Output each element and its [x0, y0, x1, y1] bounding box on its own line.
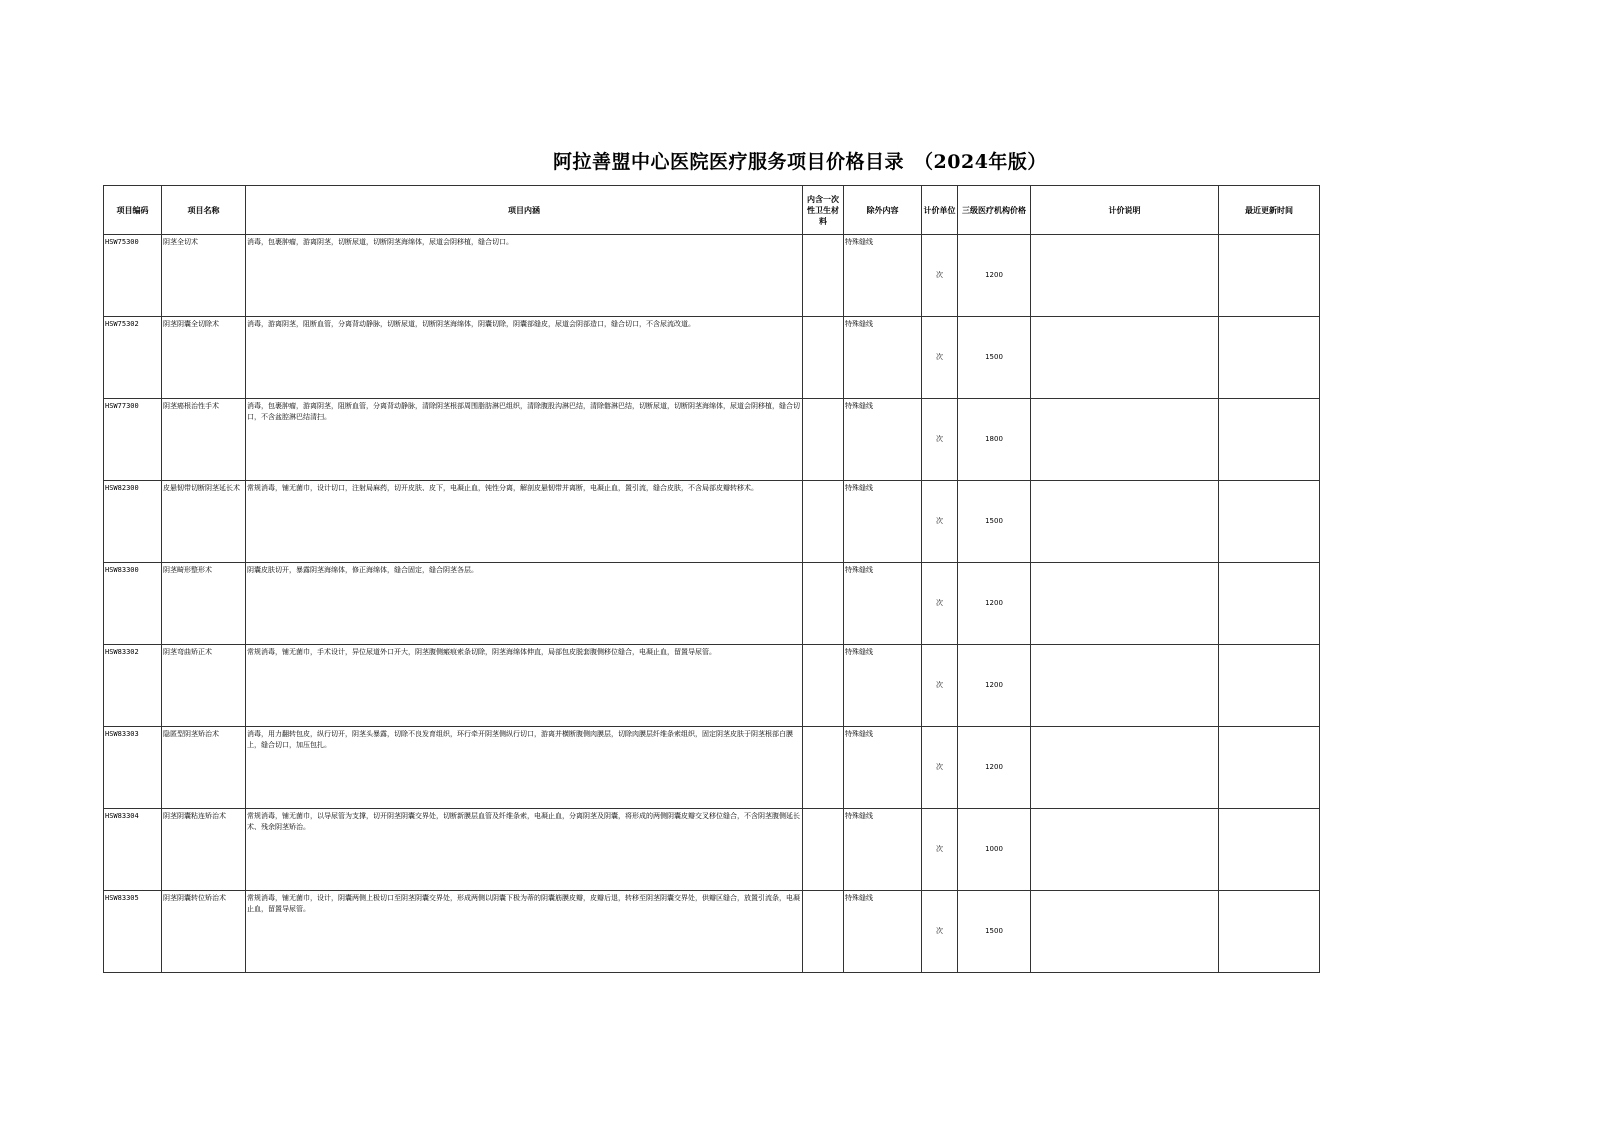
table-row — [104, 645, 1320, 727]
cell-name: 阴茎全切术 — [162, 235, 246, 317]
cell-consumables — [803, 399, 844, 481]
cell-name: 阴茎阴囊转位矫治术 — [162, 891, 246, 973]
cell-code: HSW83300 — [104, 563, 162, 645]
table-row — [104, 727, 1320, 809]
header-code: 项目编码 — [104, 186, 162, 235]
cell-notes — [1031, 727, 1219, 809]
cell-notes — [1031, 317, 1219, 399]
header-name: 项目名称 — [162, 186, 246, 235]
cell-content: 常规消毒，铺无菌巾，以导尿管为支撑，切开阴茎阴囊交界处，切断新膜层血管及纤维条索，电凝止血，分离阴茎及阴囊，将形成的两侧阴囊皮瓣交叉移位缝合，不含阴茎腹侧延长术、残余阴茎矫治。 — [246, 809, 803, 891]
cell-price: 1500 — [958, 317, 1031, 399]
cell-content: 阴囊皮肤切开，暴露阴茎海绵体，修正海绵体，缝合固定，缝合阴茎各层。 — [246, 563, 803, 645]
cell-content: 消毒，包裹肿瘤，游离阴茎，切断尿道，切断阴茎海绵体，尿道会阴移植，缝合切口。 — [246, 235, 803, 317]
cell-name: 皮悬韧带切断阴茎延长术 — [162, 481, 246, 563]
cell-price: 1500 — [958, 481, 1031, 563]
cell-code: HSW75300 — [104, 235, 162, 317]
cell-exclusions: 特殊缝线 — [844, 891, 922, 973]
header-notes: 计价说明 — [1031, 186, 1219, 235]
cell-content: 消毒，游离阴茎，阻断血管，分离背动静脉，切断尿道，切断阴茎海绵体，阴囊切除，阴囊部缝皮，尿道会阴部造口，缝合切口，不含尿流改道。 — [246, 317, 803, 399]
cell-name: 阴茎阴囊全切除术 — [162, 317, 246, 399]
cell-unit: 次 — [922, 727, 958, 809]
cell-unit: 次 — [922, 399, 958, 481]
cell-updated — [1219, 891, 1320, 973]
cell-notes — [1031, 481, 1219, 563]
header-unit: 计价单位 — [922, 186, 958, 235]
cell-updated — [1219, 481, 1320, 563]
cell-price: 1200 — [958, 645, 1031, 727]
cell-updated — [1219, 727, 1320, 809]
price-table — [103, 185, 1320, 973]
cell-updated — [1219, 645, 1320, 727]
cell-content: 消毒，包裹肿瘤，游离阴茎，阻断血管，分离背动静脉，清除阴茎根部周围脂肪淋巴组织，清除腹股沟淋巴结，清除髂淋巴结，切断尿道，切断阴茎海绵体，尿道会阴移植，缝合切口，不含盆腔淋巴结清扫。 — [246, 399, 803, 481]
cell-consumables — [803, 235, 844, 317]
header-price: 三级医疗机构价格 — [958, 186, 1031, 235]
cell-content: 消毒，用力翻转包皮，纵行切开，阴茎头暴露，切除不良发育组织，环行牵开阴茎侧纵行切口，游离并横断腹侧肉膜层，切除肉膜层纤维条索组织，固定阴茎皮肤于阴茎根部白膜上，缝合切口，加压包扎。 — [246, 727, 803, 809]
cell-consumables — [803, 809, 844, 891]
cell-code: HSW83304 — [104, 809, 162, 891]
cell-name: 阴茎阴囊粘连矫治术 — [162, 809, 246, 891]
cell-exclusions: 特殊缝线 — [844, 399, 922, 481]
header-consumables: 内含一次性卫生材料 — [803, 186, 844, 235]
cell-exclusions: 特殊缝线 — [844, 235, 922, 317]
cell-notes — [1031, 563, 1219, 645]
cell-exclusions: 特殊缝线 — [844, 481, 922, 563]
table-row — [104, 809, 1320, 891]
cell-price: 1200 — [958, 563, 1031, 645]
cell-unit: 次 — [922, 891, 958, 973]
table-row — [104, 235, 1320, 317]
cell-notes — [1031, 235, 1219, 317]
cell-consumables — [803, 317, 844, 399]
cell-unit: 次 — [922, 563, 958, 645]
header-updated: 最近更新时间 — [1219, 186, 1320, 235]
table-row — [104, 317, 1320, 399]
cell-exclusions: 特殊缝线 — [844, 317, 922, 399]
table-row — [104, 399, 1320, 481]
table-row — [104, 481, 1320, 563]
cell-updated — [1219, 809, 1320, 891]
cell-code: HSW83303 — [104, 727, 162, 809]
cell-name: 阴茎癌根治性手术 — [162, 399, 246, 481]
cell-updated — [1219, 399, 1320, 481]
cell-code: HSW82300 — [104, 481, 162, 563]
cell-price: 1200 — [958, 727, 1031, 809]
cell-unit: 次 — [922, 481, 958, 563]
cell-name: 阴茎畸形整形术 — [162, 563, 246, 645]
header-content: 项目内涵 — [246, 186, 803, 235]
cell-name: 隐匿型阴茎矫治术 — [162, 727, 246, 809]
cell-exclusions: 特殊缝线 — [844, 563, 922, 645]
cell-unit: 次 — [922, 809, 958, 891]
cell-price: 1500 — [958, 891, 1031, 973]
cell-consumables — [803, 645, 844, 727]
header-row — [104, 186, 1320, 235]
cell-price: 1000 — [958, 809, 1031, 891]
cell-code: HSW83302 — [104, 645, 162, 727]
cell-unit: 次 — [922, 317, 958, 399]
cell-consumables — [803, 727, 844, 809]
table-row — [104, 891, 1320, 973]
cell-code: HSW83305 — [104, 891, 162, 973]
cell-updated — [1219, 235, 1320, 317]
cell-updated — [1219, 317, 1320, 399]
cell-consumables — [803, 481, 844, 563]
cell-notes — [1031, 891, 1219, 973]
cell-notes — [1031, 809, 1219, 891]
cell-content: 常规消毒，铺无菌巾，设计切口，注射局麻药，切开皮肤、皮下，电凝止血，钝性分离，解剖皮悬韧带并离断，电凝止血，置引流，缝合皮肤，不含局部皮瓣转移术。 — [246, 481, 803, 563]
cell-notes — [1031, 645, 1219, 727]
cell-unit: 次 — [922, 235, 958, 317]
cell-updated — [1219, 563, 1320, 645]
cell-price: 1800 — [958, 399, 1031, 481]
cell-content: 常规消毒，铺无菌巾，设计，阴囊两侧上极切口至阴茎阴囊交界处，形成两侧以阴囊下极为蒂的阴囊筋膜皮瓣，皮瓣后退，转移至阴茎阴囊交界处，供瓣区缝合，放置引流条，电凝止血，留置导尿管。 — [246, 891, 803, 973]
cell-unit: 次 — [922, 645, 958, 727]
cell-exclusions: 特殊缝线 — [844, 727, 922, 809]
cell-content: 常规消毒，铺无菌巾，手术设计，异位尿道外口开大，阴茎腹侧瘢痕索条切除，阴茎海绵体伸直，局部包皮脱套腹侧移位缝合，电凝止血，留置导尿管。 — [246, 645, 803, 727]
cell-consumables — [803, 891, 844, 973]
cell-exclusions: 特殊缝线 — [844, 809, 922, 891]
header-exclusions: 除外内容 — [844, 186, 922, 235]
table-row — [104, 563, 1320, 645]
cell-exclusions: 特殊缝线 — [844, 645, 922, 727]
cell-name: 阴茎弯曲矫正术 — [162, 645, 246, 727]
cell-price: 1200 — [958, 235, 1031, 317]
cell-notes — [1031, 399, 1219, 481]
page-title: 阿拉善盟中心医院医疗服务项目价格目录 （2024年版） — [553, 151, 1047, 173]
cell-code: HSW75302 — [104, 317, 162, 399]
cell-consumables — [803, 563, 844, 645]
cell-code: HSW77300 — [104, 399, 162, 481]
